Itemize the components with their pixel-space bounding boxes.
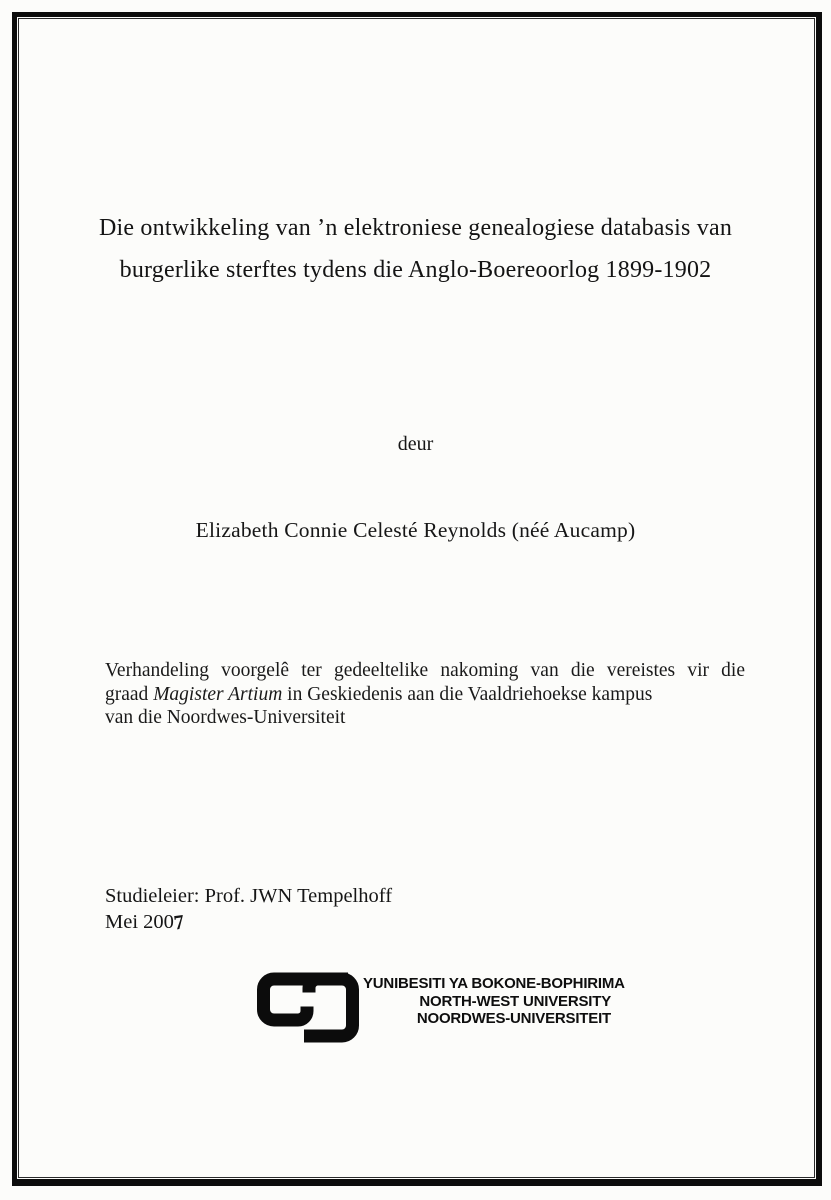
- byline-deur: deur: [397, 433, 434, 455]
- degree-statement: [105, 659, 745, 730]
- degree-statement-line2-pre: graad: [105, 683, 154, 705]
- degree-statement-line2-post: in Geskiedenis aan die Vaaldriehoekse kampus: [282, 683, 653, 705]
- date-last-digit: 7: [172, 910, 186, 935]
- logo-line-setswana: YUNIBESITI YA BOKONE-BOPHIRIMA: [363, 975, 625, 992]
- degree-statement-line2: [105, 683, 745, 707]
- university-logo: [255, 966, 625, 1050]
- thesis-title: [60, 207, 771, 291]
- nwu-logo-chain-icon: [255, 966, 361, 1050]
- degree-title-italic: Magister Artium: [153, 683, 283, 705]
- supervisor-and-date: [105, 884, 392, 935]
- degree-statement-line1: Verhandeling voorgelê ter gedeeltelike nakoming van die vereistes vir die: [105, 660, 745, 681]
- supervisor-line: Studieleier: Prof. JWN Tempelhoff: [105, 885, 393, 907]
- degree-statement-line3: van die Noordwes-Universiteit: [105, 707, 346, 729]
- thesis-title-line2: burgerlike sterftes tydens die Anglo-Boereoorlog 1899-1902: [119, 257, 712, 283]
- date-prefix: Mei 200: [105, 910, 174, 933]
- date-line: [105, 910, 392, 936]
- university-logo-text: [363, 975, 625, 1028]
- author-name: Elizabeth Connie Celesté Reynolds (néé Aucamp): [195, 518, 636, 542]
- logo-line-afrikaans: NOORDWES-UNIVERSITEIT: [416, 1010, 611, 1027]
- logo-line-english: NORTH-WEST UNIVERSITY: [419, 992, 611, 1010]
- thesis-title-line1: Die ontwikkeling van ’n elektroniese genealogiese databasis van: [98, 215, 733, 241]
